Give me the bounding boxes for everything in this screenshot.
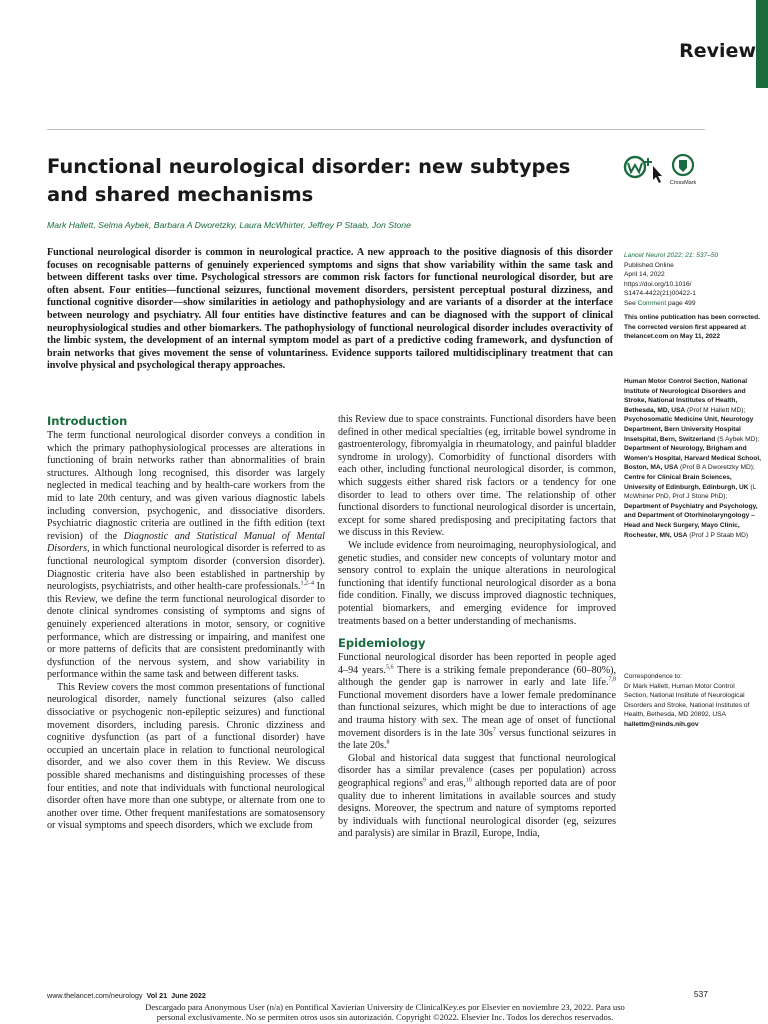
paragraph: We include evidence from neuroimaging, neurophysiological, and genetic studies, and consider new concepts of voluntary motor and sensory control to explain the unique alterations in neurological functioning that identify functional neurological disorder as a bona fide condition. Finally, we discuss improved diagnostic techniques, potential biomarkers, and emerging evidence for improved treatments based on a better understanding of mechanisms. <box>338 539 616 627</box>
reference-link[interactable]: 7 <box>492 727 496 734</box>
reference-link[interactable]: 1,2–4 <box>300 580 315 587</box>
text-run: There is a striking female preponderance (60–80%), although the gender gap is narrower in early and late life. <box>338 664 617 689</box>
published-date: April 14, 2022 <box>624 271 665 279</box>
crossmark-label: CrossMark <box>669 180 697 186</box>
download-notice-line: Descargado para Anonymous User (n/a) en Pontifical Xavierian University de ClinicalKey.es por Elsevier en noviembre 23, 2022. Para uso <box>145 1002 625 1012</box>
author-list: Mark Hallett, Selma Aybek, Barbara A Dworetzky, Laura McWhirter, Jeffrey P Staab, Jon Stone <box>47 220 411 230</box>
affiliation: Centre for Clinical Brain Sciences, University of Edinburgh, Edinburgh, UK <box>624 473 749 491</box>
text-run: and eras, <box>426 778 466 790</box>
paragraph <box>338 652 616 753</box>
abstract: Functional neurological disorder is common in neurological practice. A new approach to the positive diagnosis of this disorder focuses on recognisable patterns of genuinely experienced symptoms and signs that show variability within the same task and between different tasks over time. Psychological stressors are common risk factors for functional neurological disorder, but are often absent. Four entities—functional seizures, functional movement disorders, persistent perceptual postural dizziness, and functional cognitive disorder—show similarities in aetiology and pathophysiology and are variants of a disorder at the interface between neurology and psychiatry. All four entities have distinctive features and can be diagnosed with the support of clinical neurophysiological studies and other biomarkers. The pathophysiology of functional neurological disorder includes overactivity of the limbic system, the development of an internal symptom model as part of a predictive coding framework, and dysfunction of brain networks that gives movement the sense of voluntariness. Evidence supports tailored multidisciplinary treatment that can involve physical and psychological therapy approaches. <box>47 247 613 372</box>
reference-link[interactable]: 8 <box>386 739 390 746</box>
text-run: Global and historical data suggest that functional neurological disorder has a similar prevalence (cases per population) across geographical regions <box>338 752 616 790</box>
footer-journal-info <box>47 991 206 1000</box>
crossmark-icon[interactable] <box>673 155 693 175</box>
section-label: Review <box>679 40 756 62</box>
section-heading-epidemiology: Epidemiology <box>338 636 426 651</box>
doi-link-part[interactable]: S1474-4422(21)00422-1 <box>624 290 696 298</box>
reference-link[interactable]: 10 <box>465 777 472 784</box>
sidebar-publication-info <box>624 251 764 309</box>
sidebar-correspondence <box>624 672 754 730</box>
journal-citation: Lancet Neurol 2022; 21: 537–50 <box>624 252 719 259</box>
comment-link[interactable]: Comment <box>637 299 667 307</box>
correspondence-address: Dr Mark Hallett, Human Motor Control Section, National Institute of Neurological Disorders and Stroke, National Institutes of Health, Bethesda, MD 20892, USA <box>624 682 750 719</box>
reference-link[interactable]: 9 <box>423 777 427 784</box>
body-column-1 <box>47 414 325 833</box>
doi-link-part[interactable]: https://doi.org/10.1016/ <box>624 280 692 288</box>
text-run: In this Review, we define the term functional neurological disorder to denote clinical syndromes consisting of symptoms and signs of genuinely experienced alterations in motor, sensory, or cognitive performance, which are distressing or impairing, and manifest one or more patterns of deficits that are consistent predominantly with dysfunction of the nervous system, and show variability in performance within the same task and between different tasks. <box>47 581 325 681</box>
correction-note: This online publication has been corrected. The corrected version first appeared at thelancet.com on May 11, 2022 <box>624 314 760 341</box>
paragraph <box>338 753 616 841</box>
paragraph: This Review covers the most common presentations of functional neurological disorder, namely functional seizures (also called dissociative or psychogenic non-epileptic seizures) and functional movement disorders, including paresis. Chronic dizziness and cognitive dysfunction (as part of a functional disorder) have occupied an uncertain place in relation to functional neurological disorder, and we also cover them in this Review. We discuss possible shared mechanisms and distinguishing processes of these four entities, and note that individuals with functional neurological disorder often have more than one subtype, or alternate from one to another over time. Other frequent manifestations are somatosensory or visual symptoms and speech disorders, which we exclude from <box>47 681 325 832</box>
article-title: Functional neurological disorder: new subtypes and shared mechanisms <box>47 155 571 206</box>
open-access-w-icon[interactable] <box>625 157 645 177</box>
badges-svg <box>622 152 702 188</box>
see-text: See <box>624 299 638 307</box>
affiliation: Department of Psychiatry and Psychology, and Department of Otorhinolaryngology – Head and Neck Surgery, Mayo Clinic, Rochester, MN, USA <box>624 502 758 539</box>
section-color-tab <box>756 0 768 88</box>
see-page: page 499 <box>666 299 696 307</box>
paragraph <box>47 430 325 682</box>
sidebar-correction-note <box>624 313 762 342</box>
book-title: Diagnostic and Statistical Manual of Mental Disorders <box>47 530 325 555</box>
cursor-icon <box>653 166 662 183</box>
affiliation: Human Motor Control Section, National Institute of Neurological Disorders and Stroke, National Institutes of Health, Bethesda, MD, USA <box>624 378 748 414</box>
section-heading-introduction: Introduction <box>47 414 128 428</box>
sidebar-affiliations <box>624 377 762 540</box>
affiliation-authors: (Prof J P Staab MD) <box>687 531 749 539</box>
affiliation-authors: (S Aybek MD); <box>715 435 760 443</box>
download-notice <box>60 1002 710 1022</box>
footer-volume: Vol 21 <box>146 991 168 1000</box>
footer-site-link[interactable]: www.thelancet.com/neurology <box>47 991 143 1000</box>
correspondence-label: Correspondence to: <box>624 673 682 680</box>
page-number: 537 <box>693 989 708 999</box>
reference-link[interactable]: 7,8 <box>608 676 616 683</box>
published-label: Published Online <box>624 261 674 269</box>
paragraph: this Review due to space constraints. Functional disorders have been defined in other medical specialties (eg, irritable bowel syndrome in gastroenterology, fibromyalgia in rheumatology, and painful bladder syndrome in urology). Comorbidity of functional disorders with each other, including functional neurological disorder, is common, which suggests either shared risk factors or a tendency for one disorder to lead to others over time. The relationship of other functional disorders to functional neurological disorder is uncertain, except for some shared predisposing and precipitating factors that we discuss in this Review. <box>338 414 616 539</box>
text-run: Functional movement disorders have a lower female predominance than functional seizures, which might be due to interactions of age and trauma history with sex. The mean age of onset of functional movement disorders is in the late 30s <box>338 689 616 739</box>
text-run: although reported data are of poor quality due to inherent limitations in available sources and study designs. Moreover, the spectrum and nature of symptoms reported by individuals with functional neurological disorder (eg, seizures and paralysis) are similar in Brazil, Europe, India, <box>338 778 616 840</box>
affiliation: Psychosomatic Medicine Unit, Neurology Department, Bern University Hospital Inselspital, Bern, Switzerland <box>624 416 754 443</box>
affiliation-authors: (Prof B A Dworetzky MD); <box>678 464 755 472</box>
footer-date: June 2022 <box>171 991 206 1000</box>
affiliation-authors: (L McWhirter PhD, Prof J Stone PhD); <box>624 483 757 501</box>
download-notice-line: personal exclusivamente. No se permiten otros usos sin autorización. Copyright ©2022. Elsevier Inc. Todos los derechos reservados. <box>156 1012 614 1022</box>
affiliation-authors: (Prof M Hallett MD); <box>685 406 746 414</box>
text-run: The term functional neurological disorder conveys a condition in which the primary pathophysiological processes are alterations in functioning of brain networks rather than abnormalities of brain structures. Although long recognised, this disorder was largely neglected in medical teaching and by health-care workers from the mid to late 20th century, and was given various diagnostic labels including conversion, psychogenic, and dissociative disorders. Psychiatric diagnostic criteria are outlined in the fifth edition (text revision) of the <box>47 430 325 542</box>
text-run: versus functional seizures in the late 20s. <box>338 727 616 752</box>
body-column-2 <box>338 414 616 841</box>
header-rule <box>47 129 705 130</box>
correspondence-email[interactable]: hallettm@ninds.nih.gov <box>624 720 699 728</box>
affiliation: Department of Neurology, Brigham and Women's Hospital, Harvard Medical School, Boston, MA, USA <box>624 445 762 472</box>
text-run: Functional neurological disorder has been reported in people aged 4–94 years. <box>338 652 616 676</box>
article-badges <box>622 152 702 188</box>
text-run: , in which functional neurological disorder is referred to as functional neurological symptom disorder (conversion disorder). Diagnostic criteria have also been established in partnership by neurologists, psychiatrists, and other health-care professionals. <box>47 543 325 593</box>
reference-link[interactable]: 5,6 <box>385 664 394 671</box>
